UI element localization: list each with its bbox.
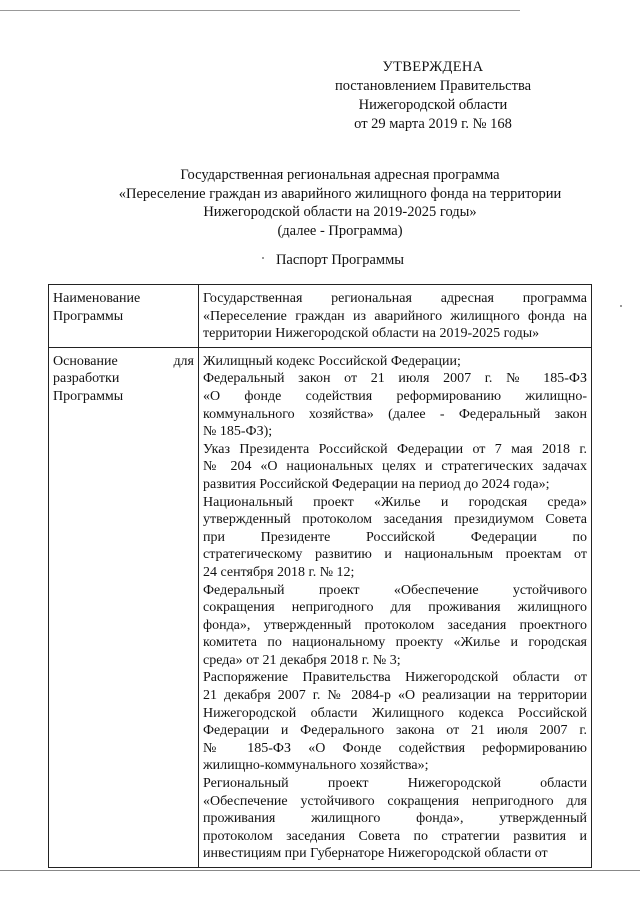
basis-line: № 185-ФЗ); xyxy=(203,424,273,440)
row-label-word: для xyxy=(173,353,194,369)
basis-line: Федерации и Федерального закона от 21 июля 2007 г. xyxy=(203,723,587,739)
row-label-cell xyxy=(49,285,199,348)
basis-line: стратегическому развитию и национальным проектам от xyxy=(203,547,587,563)
basis-line: фонда», утвержденный протоколом заседания проектного xyxy=(203,617,587,633)
row-label-line: Программы xyxy=(53,308,124,324)
program-title-line-4: (далее - Программа) xyxy=(277,222,403,239)
basis-line: 24 сентября 2018 г. № 12; xyxy=(203,564,355,580)
program-title-line-2: «Переселение граждан из аварийного жилищного фонда на территории xyxy=(118,185,562,202)
row-value-line: территории Нижегородской области на 2019-2025 годы» xyxy=(203,326,540,342)
row-label-line: Программы xyxy=(53,388,124,404)
basis-line: утвержденный протоколом заседания президиумом Совета xyxy=(203,512,587,528)
basis-line: развития Российской Федерации на период до 2024 года»; xyxy=(203,476,550,492)
basis-line: Национальный проект «Жилье и городская среда» xyxy=(203,494,587,510)
basis-line: № 185-ФЗ «О Фонде содействия реформированию xyxy=(203,740,587,756)
approval-line-1: постановлением Правительства xyxy=(334,78,532,94)
approval-block xyxy=(318,58,548,134)
basis-line: комитета по национальному проекту «Жилье и городская xyxy=(203,635,587,651)
basis-line: сокращения непригодного для проживания жилищного xyxy=(203,600,587,616)
basis-text xyxy=(203,353,587,863)
row-value-cell xyxy=(199,347,592,867)
row-label-word: Основание xyxy=(53,353,118,369)
basis-line: Региональный проект Нижегородской области xyxy=(203,776,587,792)
basis-line: проживания жилищного фонда», утвержденный xyxy=(203,811,587,827)
basis-line: Жилищный кодекс Российской Федерации; xyxy=(203,353,461,369)
approval-line-3: от 29 марта 2019 г. № 168 xyxy=(354,116,512,132)
row-value-line: Государственная региональная адресная программа xyxy=(203,291,587,306)
approval-heading: УТВЕРЖДЕНА xyxy=(382,59,484,75)
basis-line: Нижегородской области Жилищного кодекса Российской xyxy=(203,705,587,721)
scan-speck xyxy=(262,257,264,259)
basis-line: при Президенте Российской Федерации по xyxy=(203,529,587,545)
basis-line: коммунального хозяйства» (далее - Федеральный закон xyxy=(203,406,587,422)
basis-line: 21 декабря 2007 г. № 2084-р «О реализации на территории xyxy=(203,688,587,704)
passport-heading: Паспорт Программы xyxy=(275,252,405,268)
basis-line: Федеральный закон от 21 июля 2007 г. № 185-ФЗ xyxy=(203,371,587,387)
passport-table xyxy=(48,284,592,868)
basis-line: протоколом заседания Совета по стратегии развития и xyxy=(203,828,587,844)
basis-line: инвестициям при Губернаторе Нижегородской области от xyxy=(203,846,548,862)
scan-edge-line xyxy=(0,10,520,11)
table-row-basis xyxy=(49,347,592,867)
row-label-line xyxy=(53,353,194,371)
basis-line: Указ Президента Российской Федерации от 7 мая 2018 г. xyxy=(203,441,587,457)
row-label-line: разработки xyxy=(53,371,120,387)
row-label-line: Наименование xyxy=(53,291,141,306)
basis-line: «О фонде содействия реформированию жилищно- xyxy=(203,388,587,404)
approval-line-2: Нижегородской области xyxy=(358,97,508,113)
program-title-line-1: Государственная региональная адресная программа xyxy=(180,167,500,183)
row-value-line: «Переселение граждан из аварийного жилищного фонда на xyxy=(203,308,587,324)
scan-speck xyxy=(620,305,622,307)
basis-line: среда» от 21 декабря 2018 г. № 3; xyxy=(203,652,401,668)
row-label-cell xyxy=(49,347,199,867)
table-row-name xyxy=(49,285,592,348)
basis-line: № 204 «О национальных целях и стратегических задачах xyxy=(203,459,587,475)
row-value-cell xyxy=(199,285,592,348)
program-title-line-3: Нижегородской области на 2019-2025 годы» xyxy=(203,204,477,220)
basis-line: Федеральный проект «Обеспечение устойчивого xyxy=(203,582,587,598)
basis-line: Распоряжение Правительства Нижегородской области от xyxy=(203,670,587,686)
program-title xyxy=(60,166,620,240)
scan-edge-line xyxy=(0,870,640,871)
basis-line: «Обеспечение устойчивого сокращения непригодного для xyxy=(203,793,587,809)
basis-line: жилищно-коммунального хозяйства»; xyxy=(203,758,429,774)
